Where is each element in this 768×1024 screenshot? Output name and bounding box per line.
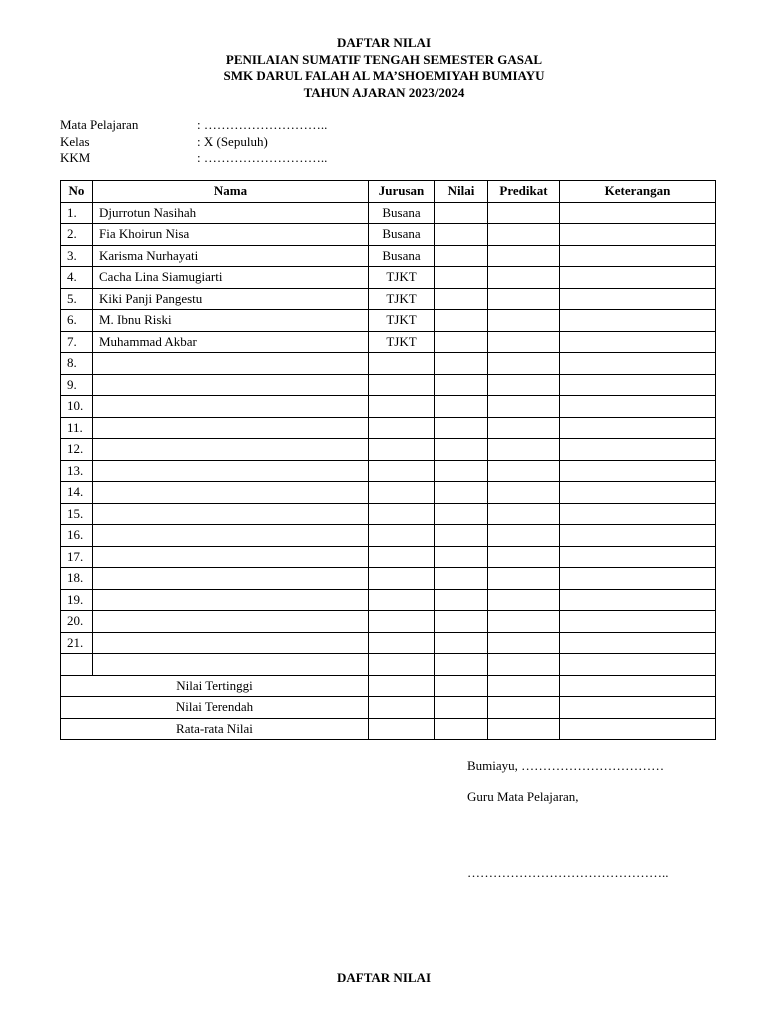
cell-jurusan [369, 503, 435, 525]
cell-no: 13. [61, 460, 93, 482]
cell [435, 675, 488, 697]
summary-label: Rata-rata Nilai [61, 718, 369, 740]
table-row [61, 202, 716, 224]
cell-predikat [488, 202, 560, 224]
cell-keterangan [560, 439, 716, 461]
cell-jurusan: TJKT [369, 288, 435, 310]
table-row [61, 589, 716, 611]
header-jurusan: Jurusan [369, 181, 435, 203]
summary-label: Nilai Tertinggi [61, 675, 369, 697]
cell-no: 19. [61, 589, 93, 611]
cell-keterangan [560, 353, 716, 375]
table-row [61, 267, 716, 289]
cell-no: 10. [61, 396, 93, 418]
info-row-subject [60, 117, 327, 134]
cell [560, 718, 716, 740]
cell-nama [93, 417, 369, 439]
cell-jurusan [369, 353, 435, 375]
cell [369, 675, 435, 697]
cell-no: 3. [61, 245, 93, 267]
cell-nama [93, 503, 369, 525]
cell-predikat [488, 288, 560, 310]
cell-nilai [435, 460, 488, 482]
cell-predikat [488, 353, 560, 375]
cell-nama: Fia Khoirun Nisa [93, 224, 369, 246]
cell-predikat [488, 396, 560, 418]
table-row [61, 503, 716, 525]
cell-nama [93, 439, 369, 461]
cell-keterangan [560, 482, 716, 504]
cell-predikat [488, 525, 560, 547]
cell-jurusan [369, 589, 435, 611]
signature-name-line: ……………………………………….. [467, 865, 669, 880]
cell-jurusan: TJKT [369, 267, 435, 289]
cell-nilai [435, 288, 488, 310]
cell-nama: Djurrotun Nasihah [93, 202, 369, 224]
cell-no: 14. [61, 482, 93, 504]
cell-no: 9. [61, 374, 93, 396]
cell-no: 7. [61, 331, 93, 353]
info-label: Kelas [60, 133, 90, 149]
info-value: : X (Sepuluh) [197, 133, 268, 149]
cell-predikat [488, 503, 560, 525]
header-predikat: Predikat [488, 181, 560, 203]
table-row [61, 374, 716, 396]
table-row [61, 396, 716, 418]
cell-no: 17. [61, 546, 93, 568]
info-value: : ……………………….. [197, 150, 328, 165]
cell-nilai [435, 224, 488, 246]
cell-keterangan [560, 611, 716, 633]
table-header-row [61, 181, 716, 203]
cell-nilai [435, 654, 488, 676]
cell [435, 718, 488, 740]
cell-predikat [488, 245, 560, 267]
cell-nama [93, 568, 369, 590]
cell [488, 675, 560, 697]
cell-nama [93, 353, 369, 375]
table-row [61, 224, 716, 246]
cell-nama [93, 589, 369, 611]
table-row [61, 525, 716, 547]
cell-keterangan [560, 310, 716, 332]
cell-nama: M. Ibnu Riski [93, 310, 369, 332]
cell-no: 21. [61, 632, 93, 654]
cell-jurusan [369, 654, 435, 676]
cell-jurusan [369, 374, 435, 396]
cell-no: 11. [61, 417, 93, 439]
document-header [0, 35, 768, 101]
cell-predikat [488, 374, 560, 396]
cell-keterangan [560, 632, 716, 654]
cell-keterangan [560, 288, 716, 310]
cell-no: 18. [61, 568, 93, 590]
cell [369, 697, 435, 719]
cell-jurusan [369, 568, 435, 590]
cell [560, 675, 716, 697]
cell-keterangan [560, 525, 716, 547]
cell-keterangan [560, 374, 716, 396]
cell-jurusan [369, 525, 435, 547]
cell-nilai [435, 482, 488, 504]
cell-nilai [435, 374, 488, 396]
cell-jurusan: Busana [369, 245, 435, 267]
cell-no: 16. [61, 525, 93, 547]
table-row [61, 353, 716, 375]
table-row [61, 310, 716, 332]
cell-nilai [435, 503, 488, 525]
cell-no: 4. [61, 267, 93, 289]
cell-keterangan [560, 546, 716, 568]
signature-role: Guru Mata Pelajaran, [467, 788, 579, 804]
cell-nama [93, 525, 369, 547]
cell-keterangan [560, 331, 716, 353]
cell-jurusan [369, 546, 435, 568]
cell-keterangan [560, 245, 716, 267]
cell-nama [93, 546, 369, 568]
signature-place-date: Bumiayu, …………………………… [467, 758, 665, 773]
cell-keterangan [560, 267, 716, 289]
header-no: No [61, 181, 93, 203]
cell-nama: Karisma Nurhayati [93, 245, 369, 267]
cell-nilai [435, 353, 488, 375]
summary-row-lowest [61, 697, 716, 719]
cell-jurusan: TJKT [369, 310, 435, 332]
cell-nilai [435, 568, 488, 590]
cell-jurusan [369, 482, 435, 504]
cell-no: 2. [61, 224, 93, 246]
table-row [61, 245, 716, 267]
cell-keterangan [560, 460, 716, 482]
cell-nama [93, 396, 369, 418]
cell-no: 15. [61, 503, 93, 525]
cell-nama [93, 632, 369, 654]
cell [488, 697, 560, 719]
info-row-kkm [60, 150, 327, 167]
cell-predikat [488, 546, 560, 568]
cell-jurusan: TJKT [369, 331, 435, 353]
cell-predikat [488, 310, 560, 332]
footer-title: DAFTAR NILAI [336, 970, 431, 985]
info-label: Mata Pelajaran [60, 117, 139, 132]
cell-jurusan: Busana [369, 202, 435, 224]
table-row [61, 288, 716, 310]
info-block [60, 117, 327, 167]
cell [369, 718, 435, 740]
cell-nilai [435, 202, 488, 224]
table-row [61, 439, 716, 461]
info-label: KKM [60, 150, 91, 165]
cell-nama [93, 482, 369, 504]
cell-nilai [435, 525, 488, 547]
cell-no: 12. [61, 439, 93, 461]
table-row [61, 417, 716, 439]
cell-no: 20. [61, 611, 93, 633]
table-row [61, 460, 716, 482]
cell-jurusan [369, 417, 435, 439]
cell-nama: Muhammad Akbar [93, 331, 369, 353]
cell-nilai [435, 310, 488, 332]
table-row [61, 546, 716, 568]
info-value: : ……………………….. [197, 117, 328, 132]
cell [435, 697, 488, 719]
table-row [61, 568, 716, 590]
signature-block [467, 758, 669, 882]
cell-predikat [488, 611, 560, 633]
cell-nilai [435, 632, 488, 654]
cell-no: 8. [61, 353, 93, 375]
cell-predikat [488, 267, 560, 289]
header-nilai: Nilai [435, 181, 488, 203]
cell-jurusan [369, 439, 435, 461]
cell-keterangan [560, 396, 716, 418]
cell-nilai [435, 417, 488, 439]
header-nama: Nama [93, 181, 369, 203]
cell-predikat [488, 568, 560, 590]
table-row [61, 482, 716, 504]
header-assessment: PENILAIAN SUMATIF TENGAH SEMESTER GASAL [225, 51, 543, 67]
cell-jurusan: Busana [369, 224, 435, 246]
cell-nama: Kiki Panji Pangestu [93, 288, 369, 310]
cell-predikat [488, 589, 560, 611]
cell-predikat [488, 224, 560, 246]
table-row [61, 331, 716, 353]
cell-no: 6. [61, 310, 93, 332]
header-keterangan: Keterangan [560, 181, 716, 203]
cell-predikat [488, 439, 560, 461]
cell-predikat [488, 654, 560, 676]
cell-jurusan [369, 396, 435, 418]
cell-keterangan [560, 224, 716, 246]
cell-nama [93, 611, 369, 633]
info-row-class [60, 134, 327, 151]
cell-nilai [435, 611, 488, 633]
table-row [61, 632, 716, 654]
cell-keterangan [560, 503, 716, 525]
header-title: DAFTAR NILAI [336, 35, 431, 50]
cell-jurusan [369, 632, 435, 654]
cell-predikat [488, 632, 560, 654]
cell-keterangan [560, 202, 716, 224]
cell-nilai [435, 267, 488, 289]
cell-predikat [488, 417, 560, 439]
cell-jurusan [369, 460, 435, 482]
grades-table [60, 180, 716, 740]
cell-predikat [488, 331, 560, 353]
cell-keterangan [560, 417, 716, 439]
cell-keterangan [560, 589, 716, 611]
cell [488, 718, 560, 740]
summary-label: Nilai Terendah [61, 697, 369, 719]
cell-keterangan [560, 654, 716, 676]
summary-row-average [61, 718, 716, 740]
cell-nama [93, 374, 369, 396]
cell-nama: Cacha Lina Siamugiarti [93, 267, 369, 289]
table-row [61, 654, 716, 676]
cell-no: 1. [61, 202, 93, 224]
cell [560, 697, 716, 719]
cell-nilai [435, 546, 488, 568]
cell-no: 5. [61, 288, 93, 310]
header-school: SMK DARUL FALAH AL MA’SHOEMIYAH BUMIAYU [223, 68, 545, 83]
cell-jurusan [369, 611, 435, 633]
summary-row-highest [61, 675, 716, 697]
header-year: TAHUN AJARAN 2023/2024 [303, 84, 465, 100]
cell-no [61, 654, 93, 676]
cell-nama [93, 460, 369, 482]
cell-nama [93, 654, 369, 676]
cell-nilai [435, 331, 488, 353]
cell-nilai [435, 589, 488, 611]
cell-nilai [435, 439, 488, 461]
cell-predikat [488, 460, 560, 482]
cell-nilai [435, 245, 488, 267]
table-row [61, 611, 716, 633]
cell-nilai [435, 396, 488, 418]
cell-predikat [488, 482, 560, 504]
cell-keterangan [560, 568, 716, 590]
